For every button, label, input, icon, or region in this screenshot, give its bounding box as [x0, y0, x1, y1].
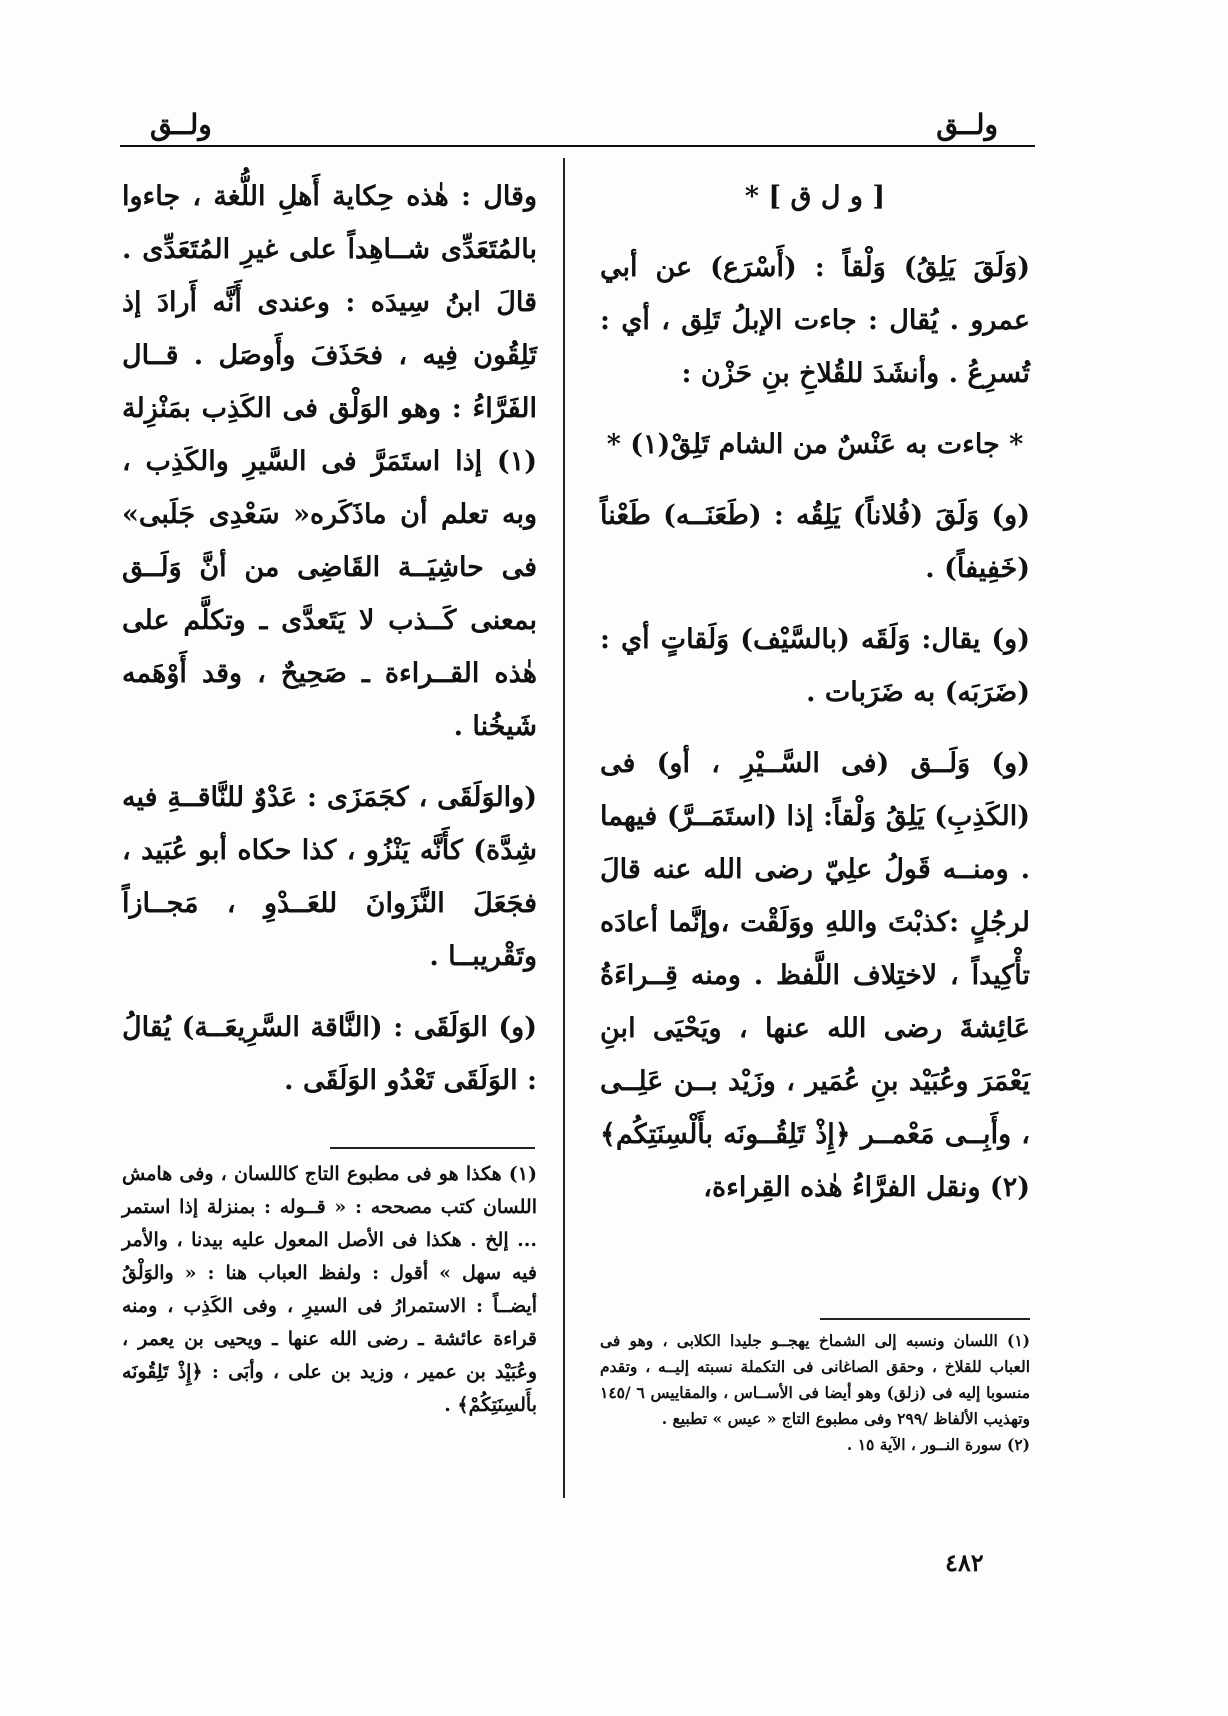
paragraph: (والوَلَقَى ، كجَمَزَى : عَدْوٌ للنَّاقــةِ فيه شِدَّة) كأَنَّه يَنْزُو ، كذا حكاه أبو عُبَيد ، فجَعَلَ النَّزَوانَ للعَــدْوِ ، مَجــازاً وتَقْريبــا . [122, 782, 537, 972]
running-head-right: ولــق [936, 108, 998, 141]
paragraph: (و) الوَلَقَى : (النَّاقة السَّرِيعَــة) يُقالُ : الوَلَقَى تَعْدُو الوَلَقَى . [122, 1012, 537, 1096]
paragraph: (و) وَلَــق (فى السَّــيْرِ ، أو) فى (الكَذِبِ) يَلِقُ وَلْقاً: إذا (استَمَــرَّ) فيهما . ومنــه قَولُ علِيّ رضى الله عنه قالَ لرجُلٍ :كذبْتَ واللهِ ووَلَقْت ،وإنَّما أعادَه تأْكِيداً ، لاختِلاف اللَّفظ . ومنه قِــراءَةُ عَائِشةَ رضى الله عنها ، ويَحْيَى ابنِ يَعْمَرَ وعُبَيْد بنِ عُمَير ، وزَيْد بــن عَلِــى ، وأَبِــى مَعْمــر ﴿إِذْ تَلِقُــونَه بأَلْسِنَتِكُم﴾ (٢) ونقل الفرَّاءُ هٰذه القِراءة، [600, 748, 1030, 1203]
footnote: (١) هكذا هو فى مطبوع التاج كاللسان ، وفى هامش اللسان كتب مصححه : « قــوله : بمنزلة إذا استمر ... إلخ . هكذا فى الأصل المعول عليه بيدنا ، والأمر فيه سهل » أقول : ولفظ العباب هنا : « والوَلْقُ أيضــاً : الاستمرارُ فى السيرِ ، وفى الكَذِب ، ومنه قراءة عائشة ـ رضى الله عنها ـ ويحيى بن يعمر ، وعُبَيْد بن عمير ، وزيد بن على ، وأبَى : ﴿إِذْ تَلِقُونَه بأَلسِنَتِكُمْ﴾ . [122, 1163, 537, 1416]
footnote: (١) اللسان ونسبه إلى الشماخ يهجــو جليدا الكلابى ، وهو فى العباب للقلاخ ، وحقق الصاغانى فى التكملة نسبته إليــه ، وتقدم منسوبا إليه فى (زلق) وهو أيضا فى الأســاس ، والمقاييس ٦ /١٤٥ وتهذيب الألفاظ /٢٩٩ وفى مطبوع التاج « عيس » تطبيع . [600, 1331, 1030, 1428]
paragraph: (و) وَلَقَ (فُلاناً) يَلِقُه : (طَعَنَــه) طَعْناً (خَفِيفاً) . [600, 500, 1030, 584]
right-column [600, 170, 1030, 1232]
footnotes-left [122, 1158, 537, 1422]
paragraph: (وَلَقَ يَلِقُ) وَلْقاً : (أَسْرَع) عن أبي عمرو . يُقال : جاءت الإبلُ تَلِق ، أي : تُسرِعُ . وأنشَدَ للقُلاخِ بنِ حَزْن : [600, 252, 1030, 389]
footnote: (٢) سورة النــور ، الآية ١٥ . [846, 1435, 1030, 1454]
paragraph: وقال : هٰذه حِكاية أَهلِ اللُّغة ، جاءوا بالمُتَعَدِّى شــاهِداً على غيرِ المُتَعَدِّى . قالَ ابنُ سِيدَه : وعندى أَنَّه أَرادَ إذ تَلِقُون فِيه ، فحَذَفَ وأَوصَل . قــال الفَرَّاءُ : وهو الوَلْق فى الكَذِب بمَنْزِلة (١) إذا استَمَرَّ فى السَّيرِ والكَذِب ، وبه تعلم أن ماذَكَره« سَعْدِى جَلَبى» فى حاشِيَــة القَاضِى من أنَّ وَلَــق بمعنى كَــذب لا يَتَعدَّى ـ وتكلَّم على هٰذه القــراءة ـ صَحِيحٌ ، وقد أَوْهَمه شَيخُنا . [122, 181, 537, 742]
page-number: ٤٨٢ [945, 1548, 984, 1577]
header-rule [120, 145, 1035, 147]
footnote-rule-right [820, 1318, 1030, 1320]
footnotes-right [600, 1328, 1030, 1458]
column-divider [563, 158, 565, 1498]
paragraph: (و) يقال: وَلَقَه (بالسَّيْف) وَلَقاتٍ أي : (ضَرَبَه) به ضَرَبات . [600, 624, 1030, 708]
entry-heading: [ و ل ق ] * [744, 181, 886, 212]
left-column [122, 170, 537, 1125]
verse-line: * جاءت به عَنْسٌ من الشام تَلِقْ(١) * [606, 429, 1024, 460]
running-head-left: ولــق [150, 108, 212, 141]
footnote-rule-left [330, 1147, 535, 1149]
